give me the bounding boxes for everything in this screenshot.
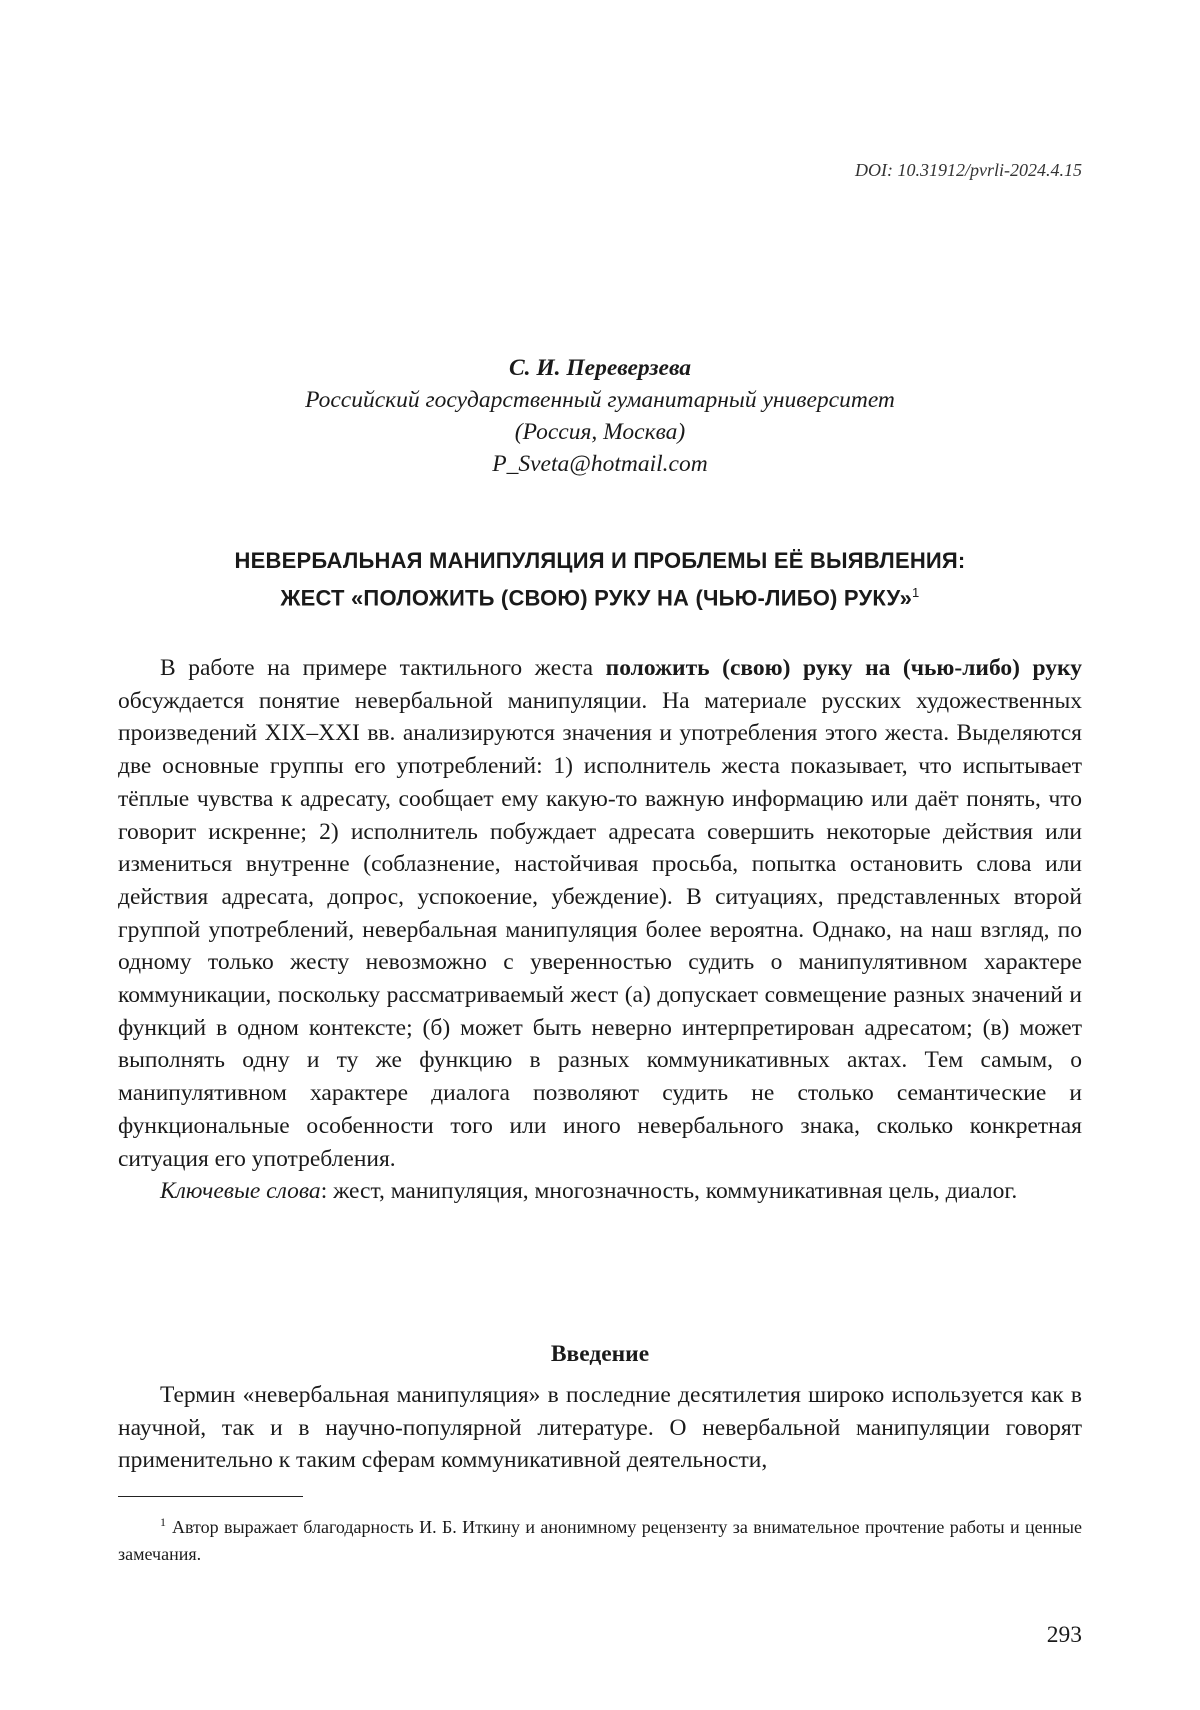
abstract: [118, 652, 1082, 1208]
author-name: С. И. Переверзева: [508, 355, 692, 381]
author-block: [0, 352, 1200, 480]
author-affiliation: Российский государственный гуманитарный университет: [305, 387, 895, 413]
keywords-list: : жест, манипуляция, многозначность, коммуникативная цель, диалог.: [320, 1178, 1018, 1205]
author-email: P_Sveta@hotmail.com: [492, 451, 708, 477]
author-location: (Россия, Москва): [514, 419, 686, 445]
title-footnote-mark: 1: [912, 585, 920, 600]
footnote-divider: [118, 1496, 303, 1497]
footnote: [118, 1509, 1082, 1568]
footnote-text: Автор выражает благодарность И. Б. Иткину и анонимному рецензенту за внимательное прочтение работы и ценные замечания.: [118, 1517, 1082, 1564]
intro-paragraph: Термин «невербальная манипуляция» в последние десятилетия широко используется как в научной, так и в научно-популярной литературе. О невербальной манипуляции говорят применительно к таким сферам коммуникативной деятельности,: [118, 1382, 1082, 1474]
article-title: [140, 545, 1060, 614]
title-line-2: [140, 577, 1060, 614]
footnote-mark: 1: [160, 1515, 166, 1529]
abstract-lead: В работе на примере тактильного жеста: [160, 655, 606, 681]
abstract-paragraph: [118, 652, 1082, 1175]
keywords-label: Ключевые слова: [160, 1178, 321, 1205]
intro-section: [118, 1379, 1082, 1477]
keywords-paragraph: [118, 1175, 1082, 1208]
abstract-gesture-bold: положить (свою) руку на (чью-либо) руку: [605, 655, 1083, 681]
section-heading: Введение: [550, 1341, 650, 1367]
abstract-text: обсуждается понятие невербальной манипуляции. На материале русских художественных произведений XIX–XXI вв. анализируются значения и употребления этого жеста. Выделяются две основные группы его употреблений: 1) исполнитель жеста показывает, что испытывает тёплые чувства к адресату, сообщает ему какую-то важную информацию или даёт понять, что говорит искренне; 2) исполнитель побуждает адресата совершить некоторые действия или измениться внутренне (соблазнение, настойчивая просьба, попытка остановить слова или действия адресата, допрос, успокоение, убеждение). В ситуациях, представленных второй группой употреблений, невербальная манипуляция более вероятна. Однако, на наш взгляд, по одному только жесту невозможно с уверенностью судить о манипулятивном характере коммуникации, поскольку рассматриваемый жест (а) допускает совмещение разных значений и функций в одном контексте; (б) может быть неверно интерпретирован адресатом; (в) может выполнять одну и ту же функцию в разных коммуникативных актах. Тем самым, о манипулятивном характере диалога позволяют судить не столько семантические и функциональные особенности того или иного невербального знака, сколько конкретная ситуация его употребления.: [118, 687, 1082, 1172]
page-number: 293: [1046, 1622, 1082, 1648]
title-line-1: НЕВЕРБАЛЬНАЯ МАНИПУЛЯЦИЯ И ПРОБЛЕМЫ ЕЁ ВЫЯВЛЕНИЯ:: [234, 548, 966, 573]
doi-line: DOI: 10.31912/pvrli-2024.4.15: [855, 160, 1082, 180]
title-line-2-text: ЖЕСТ «ПОЛОЖИТЬ (СВОЮ) РУКУ НА (ЧЬЮ-ЛИБО) РУКУ»: [280, 585, 912, 611]
